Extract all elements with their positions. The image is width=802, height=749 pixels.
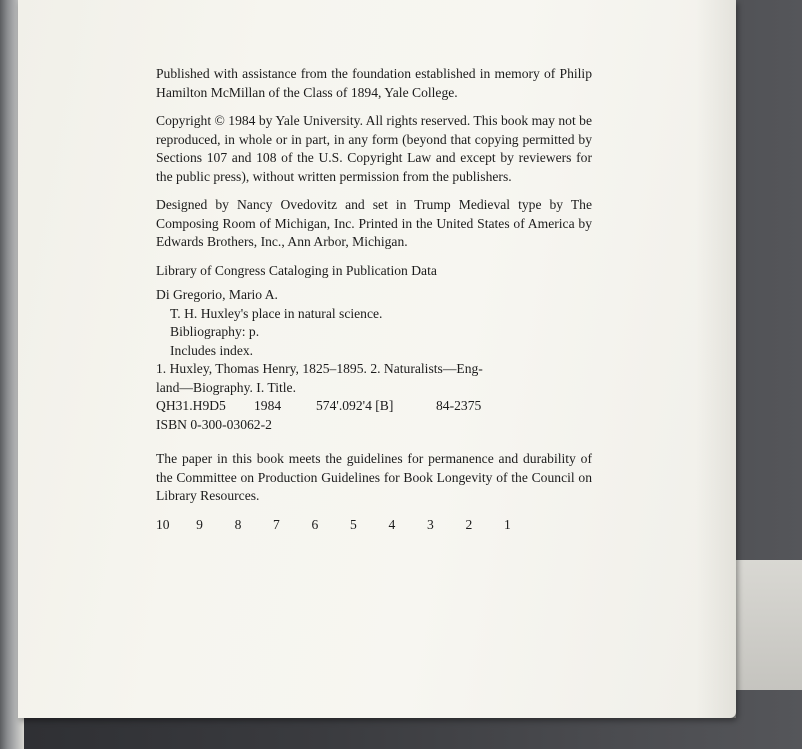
cip-subjects-line-1: 1. Huxley, Thomas Henry, 1825–1895. 2. Naturalists—Eng- xyxy=(156,361,483,376)
paper-paragraph: The paper in this book meets the guidelines for permanence and durability of the Committee on Production Guidelines for Book Longevity of the Council on Library Resources. xyxy=(156,451,592,503)
cip-isbn: ISBN 0-300-03062-2 xyxy=(156,416,272,432)
copyright-text-block xyxy=(156,65,592,534)
cip-lccn: 84-2375 xyxy=(436,398,482,413)
cip-index: Includes index. xyxy=(170,342,254,358)
cip-call-number: QH31.H9D5 xyxy=(156,398,226,413)
printing-number: 7 xyxy=(273,516,280,532)
cip-dewey: 574'.092'4 [B] xyxy=(316,398,394,413)
printing-number: 10 xyxy=(156,516,170,532)
copyright-page xyxy=(18,0,736,718)
printing-number: 3 xyxy=(426,516,434,532)
printing-number: 2 xyxy=(465,516,473,532)
cip-year: 1984 xyxy=(254,398,282,413)
assistance-paragraph: Published with assistance from the foundation established in memory of Philip Hamilton McMillan of the Class of 1894, Yale College. xyxy=(156,66,592,100)
printing-number: 5 xyxy=(350,516,357,532)
cip-classification-row xyxy=(156,397,592,416)
printing-number: 6 xyxy=(311,516,319,532)
printing-number: 9 xyxy=(196,516,203,532)
design-paragraph: Designed by Nancy Ovedovitz and set in Trump Medieval type by The Composing Room of Michigan, Inc. Printed in the United States of America by Edwards Brothers, Inc., Ann Arbor, Michigan. xyxy=(156,197,592,249)
cip-author: Di Gregorio, Mario A. xyxy=(156,287,278,302)
printing-number: 4 xyxy=(388,516,396,532)
printing-number: 1 xyxy=(503,516,511,532)
copyright-paragraph: Copyright © 1984 by Yale University. All rights reserved. This book may not be reproduced, in whole or in part, in any form (beyond that copying permitted by Sections 107 and 108 of the U.S. Copyright Law and except by reviewers for the public press), without written permission from the publishers. xyxy=(156,113,592,184)
printing-line xyxy=(156,516,516,535)
cip-heading: Library of Congress Cataloging in Publication Data xyxy=(156,262,437,278)
cip-title: T. H. Huxley's place in natural science. xyxy=(170,305,383,321)
cip-bibliography: Bibliography: p. xyxy=(170,324,260,339)
cip-subjects-line-2: land—Biography. I. Title. xyxy=(156,379,296,395)
cip-record xyxy=(156,286,592,434)
printing-number: 8 xyxy=(234,516,242,532)
